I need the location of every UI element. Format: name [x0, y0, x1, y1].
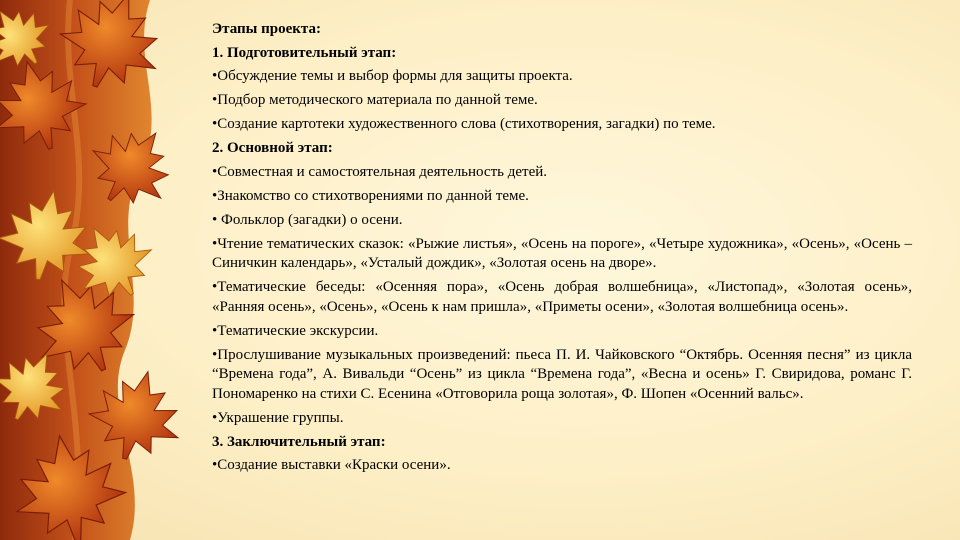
stage-1-item: •Подбор методического материала по данной теме. — [212, 92, 538, 108]
stage-2-item: •Тематические экскурсии. — [212, 322, 379, 339]
stage-2-title: 2. Основной этап: — [212, 140, 333, 156]
project-stages-text — [212, 20, 912, 480]
stage-3-item: •Создание выставки «Краски осени». — [212, 457, 451, 473]
stage-2-item: •Чтение тематических сказок: «Рыжие листья», «Осень на пороге», «Четыре художника», «Осень», «Осень – Синичкин календарь», «Усталый дождик», «Золотая осень на дворе». — [212, 235, 912, 271]
stage-2-item: •Тематические беседы: «Осенняя пора», «Осень добрая волшебница», «Листопад», «Золотая осень», «Ранняя осень», «Осень», «Осень к нам пришла», «Приметы осени», «Золотая волшебница осень». — [212, 279, 912, 315]
stage-2-item: •Совместная и самостоятельная деятельность детей. — [212, 163, 548, 180]
stage-1-item: •Создание картотеки художественного слова (стихотворения, загадки) по теме. — [212, 116, 716, 132]
autumn-leaves-border — [0, 0, 200, 540]
stage-1-title: 1. Подготовительный этап: — [212, 44, 397, 61]
stage-2-item: •Украшение группы. — [212, 409, 344, 426]
stage-2-item: • Фольклор (загадки) о осени. — [212, 211, 403, 228]
stage-3-title: 3. Заключительный этап: — [212, 433, 386, 450]
stage-1-item: •Обсуждение темы и выбор формы для защиты проекта. — [212, 68, 573, 84]
stage-2-item: •Прослушивание музыкальных произведений: пьеса П. И. Чайковского “Октябрь. Осенняя песня” из цикла “Времена года”, А. Вивальди “Осень” из цикла “Времена года”, «Весна и осень» Г. Свиридова, романс Г. Пономаренко на стихи С. Есенина «Отговорила роща золотая», Ф. Шопен «Осенний вальс». — [212, 346, 912, 402]
slide-heading: Этапы проекта: — [212, 21, 321, 37]
stage-2-item: •Знакомство со стихотворениями по данной теме. — [212, 187, 529, 204]
